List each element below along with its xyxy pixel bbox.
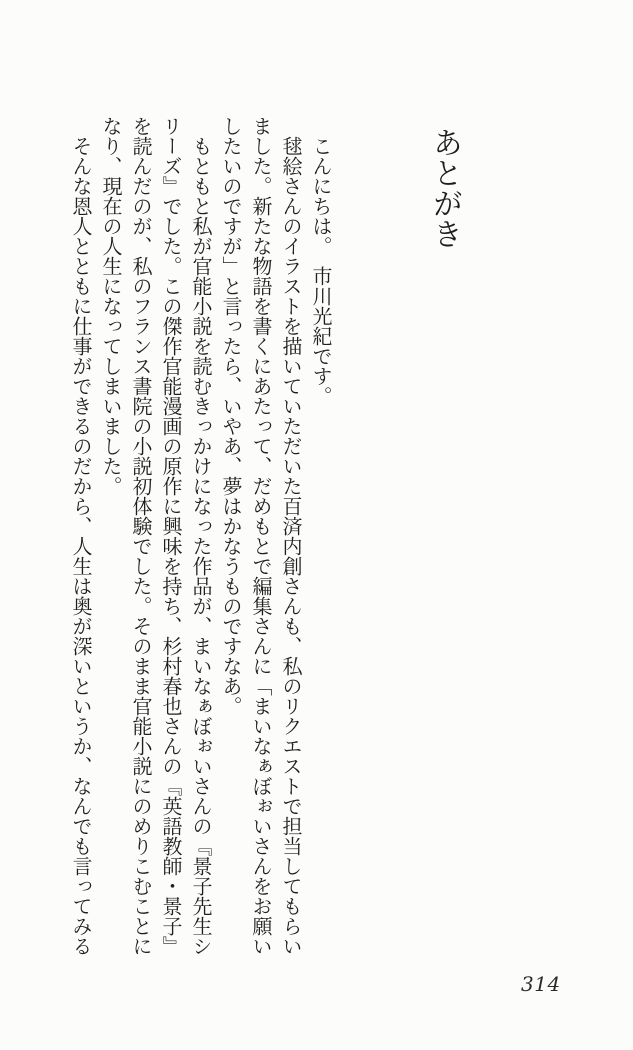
paragraph-illustrator: 毬絵さんのイラストを描いていただいた百済内創さんも、私のリクエストで担当してもらいました。新たな物語を書くにあたって、だめもとで編集さんに「まいなぁぼぉいさんをお願いしたいのですが」と言ったら、いやあ、夢はかなうものですなあ。 (219, 116, 301, 956)
afterword-body (65, 116, 335, 961)
paragraph-closing: そんな恩人とともに仕事ができるのだから、人生は奥が深いというか、なんでも言ってみる (69, 136, 91, 956)
paragraph-origin: もともと私が官能小説を読むきっかけになった作品が、まいなぁぼぉいさんの『景子先生シリーズ』でした。この傑作官能漫画の原作に興味を持ち、杉村春也さんの『英語教師・景子』を読んだのが、私のフランス書院の小説初体験でした。そのまま官能小説にのめりこむことになり、現在の人生になってしまいました。 (99, 116, 211, 956)
page-number: 314 (521, 972, 561, 996)
paragraph-greeting: こんにちは。 市川光紀です。 (309, 136, 331, 406)
afterword-title: あとがき (428, 127, 461, 249)
